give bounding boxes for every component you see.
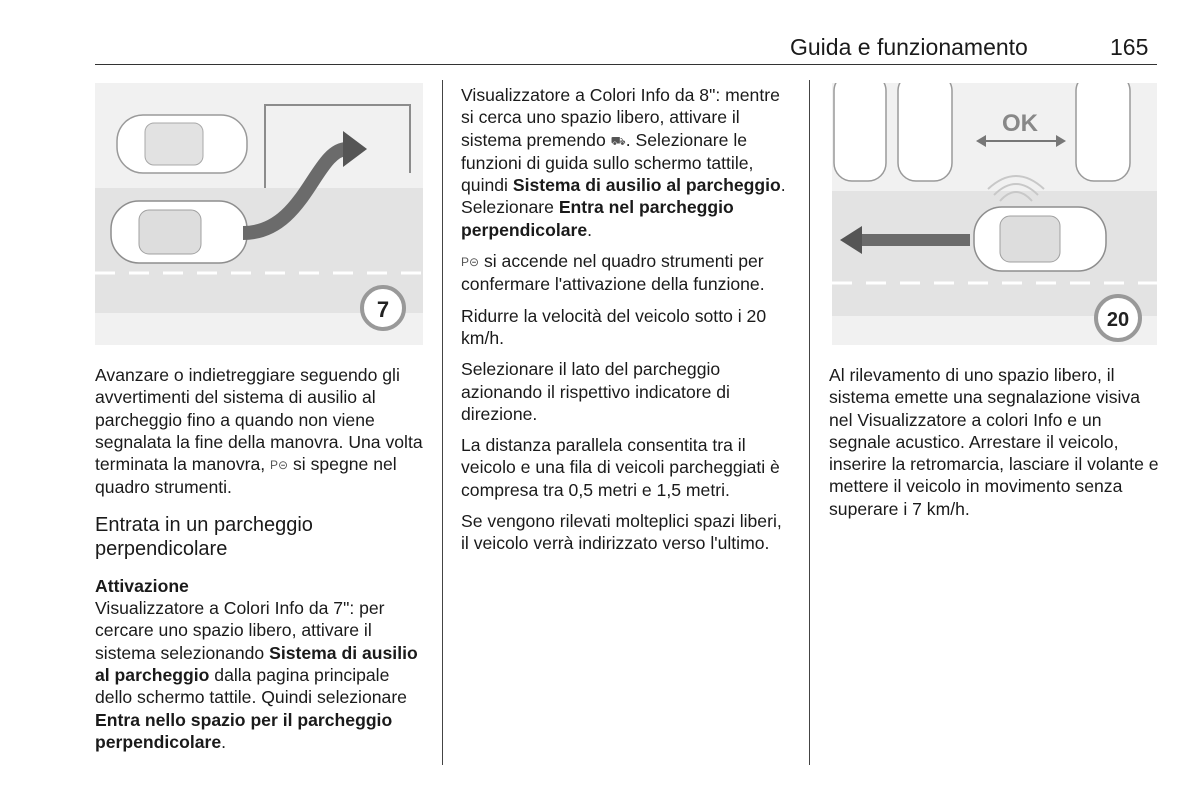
parked-car-icon [117, 115, 247, 173]
figure-badge-label: 20 [1106, 309, 1130, 331]
column-divider [442, 80, 443, 765]
text-run: . [587, 219, 593, 240]
column-1 [95, 364, 427, 762]
text-run: si accende nel quadro strumenti per confermare l'attivazione della funzione. [461, 251, 765, 295]
paragraph: Ridurre la velocità del veicolo sotto i 20 km/h. [461, 305, 767, 348]
car-button-icon: ⛟ [610, 133, 626, 148]
moving-car-icon [974, 207, 1106, 271]
bold-term: Entra nel parcheggio perpendicolare [461, 197, 734, 240]
section-title: Guida e funzionamento [790, 34, 1028, 60]
paragraph: Selezionare il lato del parcheggio azionando il rispettivo indicatore di direzione. [461, 359, 730, 424]
figure-parking-left [95, 83, 423, 345]
bold-term: Sistema di ausilio al parcheggio [95, 642, 418, 685]
text-run: . [221, 731, 227, 752]
column-2 [461, 84, 791, 564]
parking-diagram-left [95, 83, 423, 345]
parking-assist-icon: P⊝ [461, 255, 480, 270]
paragraph: Se vengono rilevati molteplici spazi liberi, il veicolo verrà indirizzato verso l'ultimo. [461, 511, 782, 554]
text-run: Visualizzatore a Colori Info da 7": per cercare uno spazio libero, attivare il sistema selezionando [95, 598, 385, 663]
text-run: si spegne nel quadro strumenti. [95, 454, 397, 498]
text-run: . Selezionare [461, 175, 786, 218]
figure-parking-right [832, 83, 1157, 345]
header-rule [95, 64, 1157, 65]
page-number: 165 [1110, 34, 1149, 60]
moving-car-icon [111, 201, 247, 263]
section-heading: Entrata in un parcheggio perpendicolare [95, 513, 313, 560]
paragraph: La distanza parallela consentita tra il veicolo e una fila di veicoli parcheggiati è compresa tra 0,5 metri e 1,5 metri. [461, 435, 780, 500]
parking-diagram-right [832, 83, 1157, 345]
column-3 [829, 364, 1159, 529]
text-run: Visualizzatore a Colori Info da 8": mentre si cerca uno spazio libero, attivare il sistema premendo [461, 85, 780, 150]
text-run: dalla pagina principale dello schermo tattile. Quindi selezionare [95, 664, 407, 708]
subheading: Attivazione [95, 575, 189, 596]
text-run: Avanzare o indietreggiare seguendo gli avvertimenti del sistema di ausilio al parcheggio fino a quando non viene segnalata la fine della manovra. Una volta terminata la manovra, [95, 365, 423, 475]
paragraph: Al rilevamento di uno spazio libero, il sistema emette una segnalazione visiva nel Visualizzatore a colori Info e un segnale acustico. Arrestare il veicolo, inserire la retromarcia, lasciare il volante e mettere il veicolo in movimento senza superare i 7 km/h. [829, 365, 1159, 519]
figure-badge-label: 7 [376, 297, 390, 322]
paragraph [95, 597, 427, 753]
paragraph [95, 364, 427, 499]
bold-term: Entra nello spazio per il parcheggio perpendicolare [95, 709, 393, 752]
paragraph [461, 250, 791, 296]
column-divider [809, 80, 810, 765]
bold-term: Sistema di ausilio al parcheggio [512, 175, 781, 196]
paragraph [461, 84, 791, 241]
text-run: . Selezionare le funzioni di guida sullo schermo tattile, quindi [461, 129, 754, 196]
parking-assist-icon: P⊝ [270, 458, 289, 473]
gap-ok-label: OK [1002, 110, 1038, 137]
